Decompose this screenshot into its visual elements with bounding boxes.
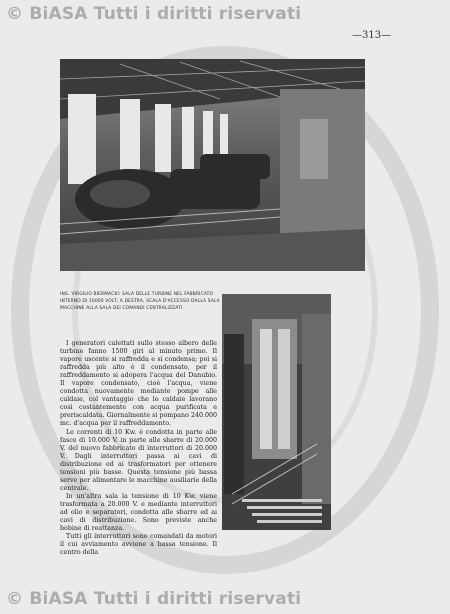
- paragraph: In un'altra sala la tensione di 10 Kw. viene trasformata a 20.000 V. e mediante interruttori ad olio e separatori, condotta alle sbarre ed ai cavi di distribuzione. Sono previste anche bobine di reattanza.: [60, 492, 217, 533]
- photo-caption: ING. VIRGILIO BIERMACKI: SALA DELLE TURBINE NEL FABBRICATO INTERNO DI 10000 VOLT; A DESTRA, SCALA D'ACCESSO DALLA SALA MACCHINE ALLA SALA DEI COMANDI CENTRALIZZATI: [60, 292, 220, 312]
- watermark-top: © BiASA Tutti i diritti riservati: [6, 4, 302, 24]
- article-body: [60, 340, 217, 557]
- turbine-hall-photo: [60, 59, 365, 271]
- paragraph: I generatori calettati sullo stesso albero delle turbine fanno 1500 giri al minuto primo. Il vapore uscente si raffredda e si condensa; poi si raffredda più alto è il condensato, per il raffreddamento si adopera l'acqua del Danubio. Il vapore condensato, cioè l'acqua, viene condotta nuovamente mediante pompe alle caldaie, col vantaggio che le caldaie lavorano così costantemente con acqua purificata e preriscaldata. Giornalmente si pompano 240.000 mc. d'acqua per il raffreddamento.: [60, 340, 217, 428]
- staircase-photo: [222, 294, 331, 530]
- paragraph: Le correnti di 10 Kw. è condotta in parte alle fasce di 10.000 V. in parte alle sbarre di 20.000 V. del nuovo fabbricato di interruttori di 20.000 V. Dagli interruttori passa ai cavi di distribuzione ed ai trasformatori per ottenere tensioni più basse. Questa tensione più bassa serve per alimentare le macchine ausiliarie della centrale.: [60, 428, 217, 492]
- page-number: —313—: [352, 30, 392, 41]
- paragraph: Tutti gli interruttori sono comandati da motori il cui avviamento avviene a bassa tensione. Il centro della: [60, 533, 217, 557]
- watermark-bottom: © BiASA Tutti i diritti riservati: [6, 589, 302, 609]
